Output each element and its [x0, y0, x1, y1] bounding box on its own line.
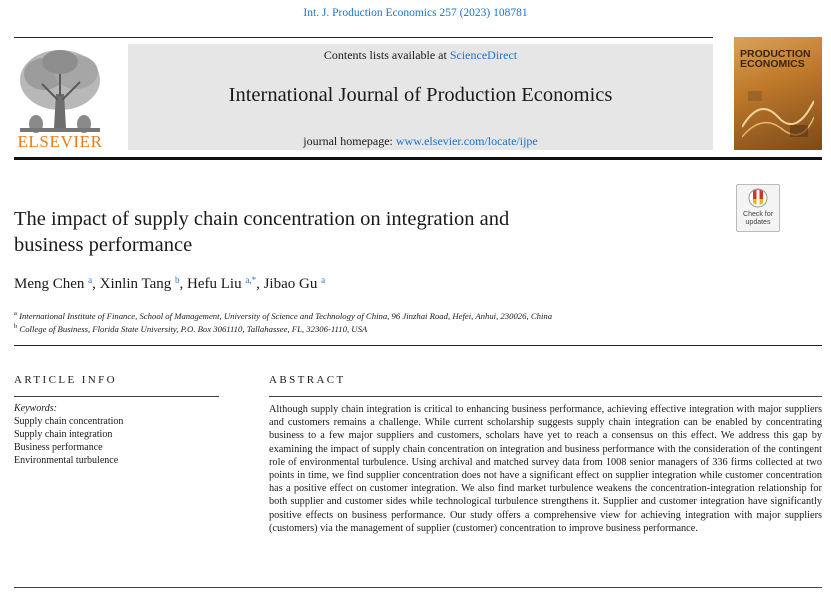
journal-citation-link[interactable]: Int. J. Production Economics 257 (2023) 108781	[303, 7, 528, 19]
elsevier-logo-text: ELSEVIER	[17, 132, 103, 151]
journal-title[interactable]: International Journal of Production Economics	[228, 84, 613, 106]
author-affiliation-marker[interactable]: a	[321, 275, 326, 285]
author-name[interactable]: Hefu Liu	[187, 276, 242, 292]
keywords-label: Keywords:	[14, 403, 57, 414]
check-updates-line-2: updates	[745, 219, 771, 226]
banner-bottom-rule	[14, 157, 822, 160]
abstract-heading: ABSTRACT	[269, 374, 346, 386]
affiliation-text: College of Business, Florida State University, P.O. Box 3061110, Tallahassee, FL, 32306-1110, USA	[19, 323, 368, 334]
author-affiliation-marker[interactable]: a,*	[245, 275, 257, 285]
affiliation-marker: a	[14, 310, 17, 317]
article-title-line-1: The impact of supply chain concentration on integration and	[14, 208, 510, 230]
section-divider	[14, 345, 822, 346]
cover-artwork	[742, 87, 814, 143]
crossmark-icon	[748, 188, 768, 210]
article-info-heading: ARTICLE INFO	[14, 374, 117, 386]
check-updates-line-1: Check for	[743, 211, 773, 218]
keyword-item: Business performance	[14, 442, 103, 453]
abstract-bottom-rule	[14, 587, 822, 588]
check-for-updates-button[interactable]	[736, 184, 780, 232]
cover-title: PRODUCTION ECONOMICS	[740, 48, 811, 70]
affiliation-marker: b	[14, 323, 18, 330]
journal-cover-thumbnail[interactable]	[734, 37, 822, 150]
article-title-line-2: business performance	[14, 234, 193, 256]
homepage-prefix: journal homepage:	[303, 134, 396, 148]
author-separator: ,	[92, 276, 100, 292]
author-list	[14, 276, 325, 293]
author-affiliation-marker[interactable]: a	[88, 275, 93, 285]
keyword-item: Environmental turbulence	[14, 455, 119, 466]
article-info-rule	[14, 396, 219, 397]
article-title	[14, 206, 654, 258]
banner-top-rule	[14, 37, 713, 38]
keyword-item: Supply chain integration	[14, 429, 113, 440]
affiliation-a	[14, 310, 552, 321]
sciencedirect-link[interactable]: ScienceDirect	[449, 48, 518, 62]
abstract-rule	[269, 396, 822, 397]
author-name[interactable]: Jibao Gu	[263, 276, 318, 292]
abstract-body: Although supply chain integration is critical to enhancing business performance, achieving effective integration with major suppliers and customers remains a challenge. While current scholarship suggests supply chain integration can be enabled by concentrating business to a few major suppliers and customers, scholars have yet to reach a consensus on this effect. We address this gap by examining the impact of supply chain concentration on integration and business performance with the consideration of the contingent role of environmental turbulence. Using archival and matched survey data from 1008 senior managers of 336 firms collected at two points in time, we find supplier concentration does not have a significant effect on supplier integration while customer concentration has a positive effect on customer integration. We also find market turbulence weakens the concentration-integration relationship for both supplier and customer sides while technological turbulence strengthens it. Supplier and customer integration have significantly positive effects on business performance. Our study offers a comprehensive view for achieving integration with major suppliers (customers) via the management of supplier (customer) concentration to improve business performance.	[269, 404, 822, 534]
affiliation-text: International Institute of Finance, School of Management, University of Science and Technology of China, 96 Jinzhai Road, Hefei, Anhui, 230026, China	[19, 310, 553, 321]
homepage-line	[128, 134, 713, 149]
author-affiliation-marker[interactable]: b	[175, 275, 180, 285]
contents-prefix: Contents lists available at	[323, 48, 450, 62]
check-updates-label	[737, 211, 779, 227]
contents-line	[128, 48, 713, 63]
keyword-item: Supply chain concentration	[14, 416, 124, 427]
journal-homepage-link[interactable]: www.elsevier.com/locate/ijpe	[395, 134, 538, 148]
author-separator: ,	[256, 276, 264, 292]
author-name[interactable]: Xinlin Tang	[99, 276, 172, 292]
author-name[interactable]: Meng Chen	[14, 276, 85, 292]
author-separator: ,	[179, 276, 188, 292]
affiliation-b	[14, 323, 367, 334]
